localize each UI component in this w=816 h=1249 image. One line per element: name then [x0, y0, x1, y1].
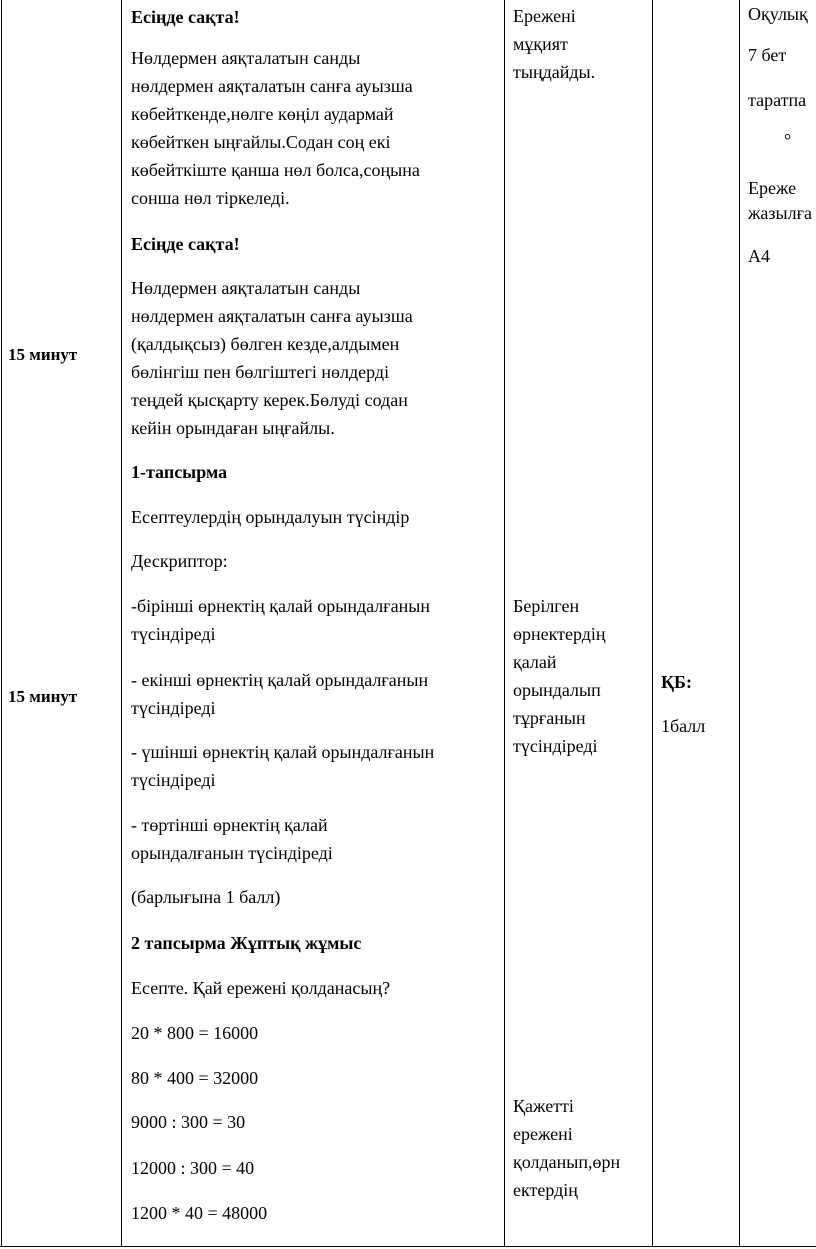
descriptor-item-3 [131, 738, 496, 794]
table-divider-4 [739, 0, 740, 1247]
descriptor-item-4 [131, 811, 496, 867]
text-line: - үшінші өрнектің қалай орындалғанын [131, 742, 435, 762]
text-line: - төртінші өрнектің қалай [131, 815, 328, 835]
student-activity-3 [513, 1092, 643, 1204]
text-line: орындалғанын түсіндіреді [131, 843, 333, 863]
task1-text: Есептеулердің орындалуын түсіндір [131, 507, 410, 527]
resource-degree-mark: ° [784, 130, 792, 150]
text-line: түсіндіреді [513, 736, 598, 756]
text-line: көбейткіште қанша нөл болса,соңына [131, 160, 420, 180]
text-line: Берілген [513, 596, 580, 616]
text-line: қалай [513, 652, 557, 672]
text-line: бөлінгіш пен бөлгіштегі нөлдерді [131, 362, 390, 382]
text-line: түсіндіреді [131, 698, 216, 718]
text-line: орындалып [513, 680, 601, 700]
text-line: Ережені [513, 6, 576, 26]
text-line: (қалдықсыз) бөлген кезде,алдымен [131, 334, 400, 354]
text-line: нөлдермен аяқталатын санға ауызша [131, 76, 413, 96]
assessment-value: 1балл [661, 716, 706, 736]
text-line: нөлдермен аяқталатын санға ауызша [131, 306, 413, 326]
student-activity-2 [513, 592, 643, 760]
time-cell-1: 15 минут [8, 345, 78, 364]
expression-1: 20 * 800 = 16000 [131, 1023, 259, 1043]
rule1-title: Есіңде сақта! [131, 7, 240, 27]
time-cell-2: 15 минут [8, 687, 78, 706]
text-line: көбейткенде,нөлге көңіл аудармай [131, 104, 394, 124]
task2-text: Есепте. Қай ережені қолданасың? [131, 978, 391, 998]
table-divider-3 [652, 0, 653, 1247]
task1-title: 1-тапсырма [131, 462, 228, 482]
text-line: -бірінші өрнектің қалай орындалғанын [131, 596, 431, 616]
text-line: кейін орындаған ыңғайлы. [131, 418, 335, 438]
resource-textbook: Оқулық [748, 4, 808, 24]
text-line: - екінші өрнектің қалай орындалғанын [131, 670, 429, 690]
text-line: Нөлдермен аяқталатын санды [131, 278, 361, 298]
text-line: өрнектердің [513, 624, 606, 644]
expression-2: 80 * 400 = 32000 [131, 1068, 259, 1088]
table-divider-1 [121, 0, 122, 1247]
text-line: теңдей қысқарту керек.Бөлуді содан [131, 390, 408, 410]
descriptor-item-1 [131, 592, 496, 648]
text-line: ектердің [513, 1180, 578, 1200]
student-activity-1 [513, 2, 643, 86]
text-line: Нөлдермен аяқталатын санды [131, 48, 361, 68]
text-line: түсіндіреді [131, 624, 216, 644]
table-border-left [1, 0, 2, 1247]
text-line: мұқият [513, 34, 568, 54]
text-line: сонша нөл тіркеледі. [131, 188, 290, 208]
resource-a4: А4 [748, 246, 770, 266]
expression-5: 1200 * 40 = 48000 [131, 1203, 268, 1223]
descriptor-item-2 [131, 666, 496, 722]
assessment-label: ҚБ: [661, 672, 692, 692]
rule1-text [131, 44, 496, 212]
rule2-text [131, 274, 496, 442]
text-line: ережені [513, 1124, 573, 1144]
descriptor-label: Дескриптор: [131, 551, 228, 571]
table-border-bottom [0, 1246, 816, 1247]
resource-page: 7 бет [748, 45, 787, 65]
expression-3: 9000 : 300 = 30 [131, 1112, 246, 1132]
text-line: тыңдайды. [513, 62, 596, 82]
score-note: (барлығына 1 балл) [131, 887, 281, 907]
resource-handout: таратпа [748, 90, 807, 110]
expression-4: 12000 : 300 = 40 [131, 1158, 255, 1178]
text-line: қолданып,өрн [513, 1152, 621, 1172]
text-line: тұрғанын [513, 708, 586, 728]
resource-written: жазылға [748, 203, 812, 223]
table-divider-2 [504, 0, 505, 1247]
task2-title: 2 тапсырма Жұптық жұмыс [131, 933, 362, 953]
resource-rule: Ереже [748, 178, 797, 198]
text-line: көбейткен ыңғайлы.Содан соң екі [131, 132, 391, 152]
rule2-title: Есіңде сақта! [131, 234, 240, 254]
text-line: Қажетті [513, 1096, 574, 1116]
text-line: түсіндіреді [131, 770, 216, 790]
